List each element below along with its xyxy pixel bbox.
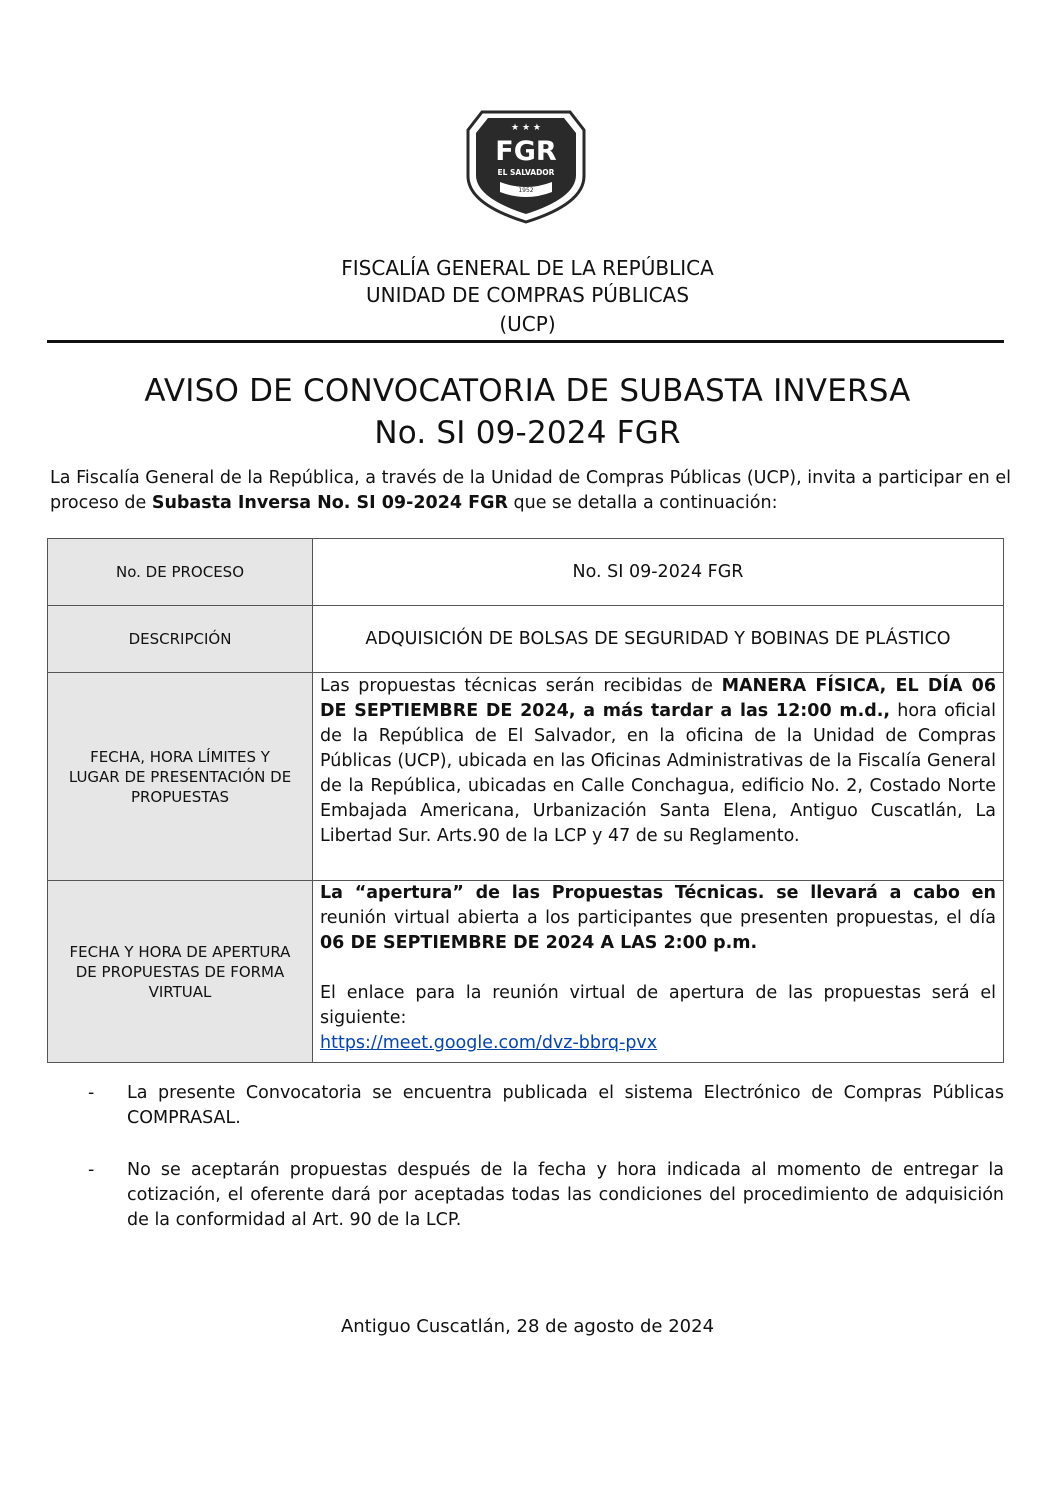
process-number-value: No. SI 09-2024 FGR — [313, 539, 1004, 606]
table-row — [48, 881, 1004, 1063]
process-details-table — [47, 538, 1004, 1063]
virtual-opening-label: FECHA Y HORA DE APERTURA DE PROPUESTAS DE FORMA VIRTUAL — [48, 881, 313, 1063]
bullet-dash: - — [88, 1160, 95, 1180]
header-divider — [47, 340, 1004, 343]
header-unit-name: UNIDAD DE COMPRAS PÚBLICAS — [365, 283, 690, 307]
bullet-text: No se aceptarán propuestas después de la fecha y hora indicada al momento de entregar la cotización, el oferente dará por aceptadas todas las condiciones del procedimiento de adquisición de la conformidad al Art. 90 de la LCP. — [127, 1160, 1004, 1230]
seal-year: 1952 — [518, 187, 534, 194]
bullet-dash: - — [88, 1083, 95, 1103]
virtual-opening-value: La “apertura” de las Propuestas Técnicas. se llevará a cabo en reunión virtual abierta a los participantes que presenten propuestas, el día 06 DE SEPTIEMBRE DE 2024 A LAS 2:00 p.m. El enlace para la reunión virtual de apertura de las propuestas será el siguiente: https://meet.google.com/dvz-bbrq-pvx — [313, 881, 1004, 1063]
submission-deadline-label: FECHA, HORA LÍMITES Y LUGAR DE PRESENTACIÓN DE PROPUESTAS — [48, 673, 313, 881]
list-item — [88, 1158, 1004, 1233]
seal-stars: ★ ★ ★ — [511, 123, 541, 133]
notice-title: AVISO DE CONVOCATORIA DE SUBASTA INVERSA — [144, 373, 911, 409]
header-unit-abbrev: (UCP) — [499, 312, 556, 336]
seal-initials: FGR — [495, 136, 557, 167]
table-row — [48, 673, 1004, 881]
notice-number: No. SI 09-2024 FGR — [374, 415, 681, 451]
process-number-label: No. DE PROCESO — [48, 539, 313, 606]
table-row — [48, 539, 1004, 606]
meeting-link[interactable]: https://meet.google.com/dvz-bbrq-pvx — [320, 1033, 658, 1053]
fgr-seal-logo — [462, 96, 590, 224]
place-and-date: Antiguo Cuscatlán, 28 de agosto de 2024 — [340, 1316, 715, 1337]
seal-country: EL SALVADOR — [497, 168, 555, 177]
header-org-name: FISCALÍA GENERAL DE LA REPÚBLICA — [341, 256, 714, 280]
intro-paragraph: La Fiscalía General de la República, a través de la Unidad de Compras Públicas (UCP), invita a participar en el proceso de Subasta Inversa No. SI 09-2024 FGR que se detalla a continuación: — [50, 468, 1011, 513]
bullet-text: La presente Convocatoria se encuentra publicada el sistema Electrónico de Compras Públicas COMPRASAL. — [127, 1083, 1004, 1128]
submission-deadline-value: Las propuestas técnicas serán recibidas de MANERA FÍSICA, EL DÍA 06 DE SEPTIEMBRE DE 2024, a más tardar a las 12:00 m.d., hora oficial de la República de El Salvador, en la oficina de la Unidad de Compras Públicas (UCP), ubicada en las Oficinas Administrativas de la Fiscalía General de la República, ubicadas en Calle Conchagua, edificio No. 2, Costado Norte Embajada Americana, Urbanización Santa Elena, Antiguo Cuscatlán, La Libertad Sur. Arts.90 de la LCP y 47 de su Reglamento. — [313, 673, 1004, 881]
table-row — [48, 606, 1004, 673]
intro-process-name: Subasta Inversa No. SI 09-2024 FGR — [151, 493, 508, 513]
description-label: DESCRIPCIÓN — [48, 606, 313, 673]
list-item — [88, 1081, 1004, 1131]
meeting-link-intro: El enlace para la reunión virtual de apertura de las propuestas será el siguiente: — [320, 983, 996, 1028]
description-value: ADQUISICIÓN DE BOLSAS DE SEGURIDAD Y BOBINAS DE PLÁSTICO — [313, 606, 1004, 673]
